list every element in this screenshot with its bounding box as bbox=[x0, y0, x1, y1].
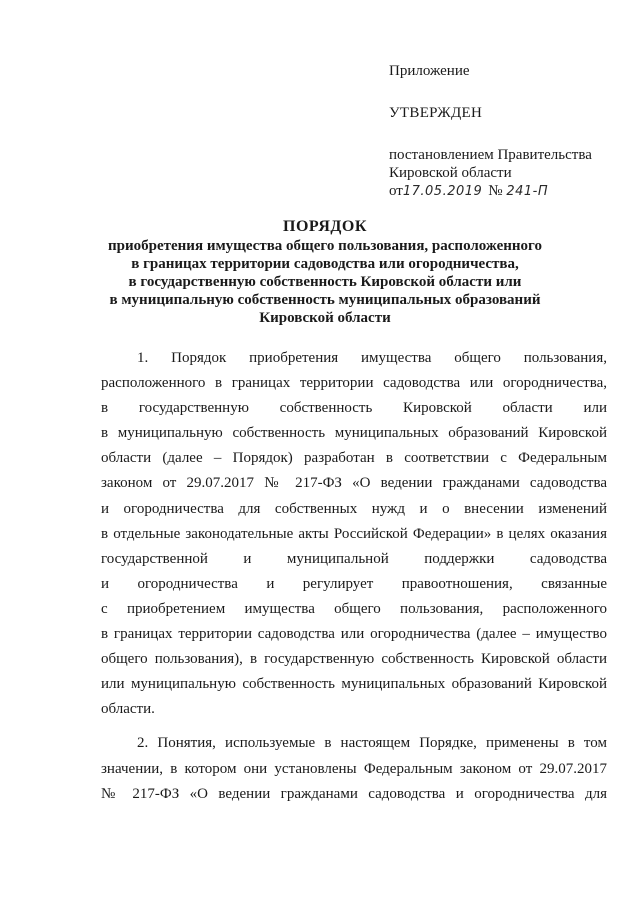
text-line: государственной и муниципальной поддержки садоводства bbox=[101, 550, 607, 567]
title-line: в границах территории садоводства или огородничества, bbox=[131, 256, 519, 272]
text-line: с приобретением имущества общего пользования, расположенного bbox=[101, 600, 607, 617]
resolution-line-2: Кировской области bbox=[389, 165, 512, 181]
text-line: 2. Понятия, используемые в настоящем Порядке, применены в том bbox=[137, 735, 607, 752]
text-line: в границах территории садоводства или огородничества (далее – имущество bbox=[101, 626, 607, 643]
title-line: в муниципальную собственность муниципальных образований bbox=[109, 292, 541, 308]
paragraph-2 bbox=[101, 731, 607, 806]
approved-label: УТВЕРЖДЕН bbox=[389, 105, 483, 121]
title-line: Кировской области bbox=[259, 310, 391, 326]
text-line: в муниципальную собственность муниципальных образований Кировской bbox=[101, 425, 607, 442]
title-line: приобретения имущества общего пользования, расположенного bbox=[108, 238, 542, 254]
text-line: или муниципальную собственность муниципальных образований Кировской bbox=[101, 676, 607, 693]
text-line: 1. Порядок приобретения имущества общего пользования, bbox=[137, 350, 607, 366]
text-line: значении, в котором они установлены Федеральным законом от 29.07.2017 bbox=[101, 760, 607, 777]
text-line: области (далее – Порядок) разработан в соответствии с Федеральным bbox=[101, 450, 607, 467]
resolution-date-number bbox=[389, 182, 624, 201]
title-line: в государственную собственность Кировской области или bbox=[128, 274, 522, 290]
text-line: области. bbox=[101, 701, 155, 718]
handwritten-number: 241-П bbox=[506, 184, 549, 199]
resolution-line-1: постановлением Правительства bbox=[389, 147, 592, 163]
attachment-label: Приложение bbox=[389, 63, 470, 79]
text-line: в отдельные законодательные акты Российской Федерации» в целях оказания bbox=[101, 525, 607, 542]
text-line: расположенного в границах территории садоводства или огородничества, bbox=[101, 375, 607, 392]
document-body bbox=[101, 346, 607, 807]
text-line: общего пользования), в государственную собственность Кировской области bbox=[101, 651, 607, 668]
text-line: и огородничества и регулирует правоотношения, связанные bbox=[101, 575, 607, 592]
from-label: от bbox=[389, 183, 403, 199]
text-line: законом от 29.07.2017 № 217-ФЗ «О ведении гражданами садоводства bbox=[101, 475, 607, 492]
approval-block bbox=[389, 62, 624, 201]
text-line: в государственную собственность Кировской области или bbox=[101, 400, 607, 417]
title-main: ПОРЯДОК bbox=[283, 218, 367, 235]
text-line: и огородничества для собственных нужд и о внесении изменений bbox=[101, 500, 607, 517]
document-title bbox=[90, 218, 560, 327]
handwritten-date: 17.05.2019 bbox=[402, 184, 483, 199]
number-label: № bbox=[488, 183, 503, 199]
text-line: № 217-ФЗ «О ведении гражданами садоводства и огородничества для bbox=[101, 785, 607, 802]
paragraph-1 bbox=[101, 346, 607, 722]
